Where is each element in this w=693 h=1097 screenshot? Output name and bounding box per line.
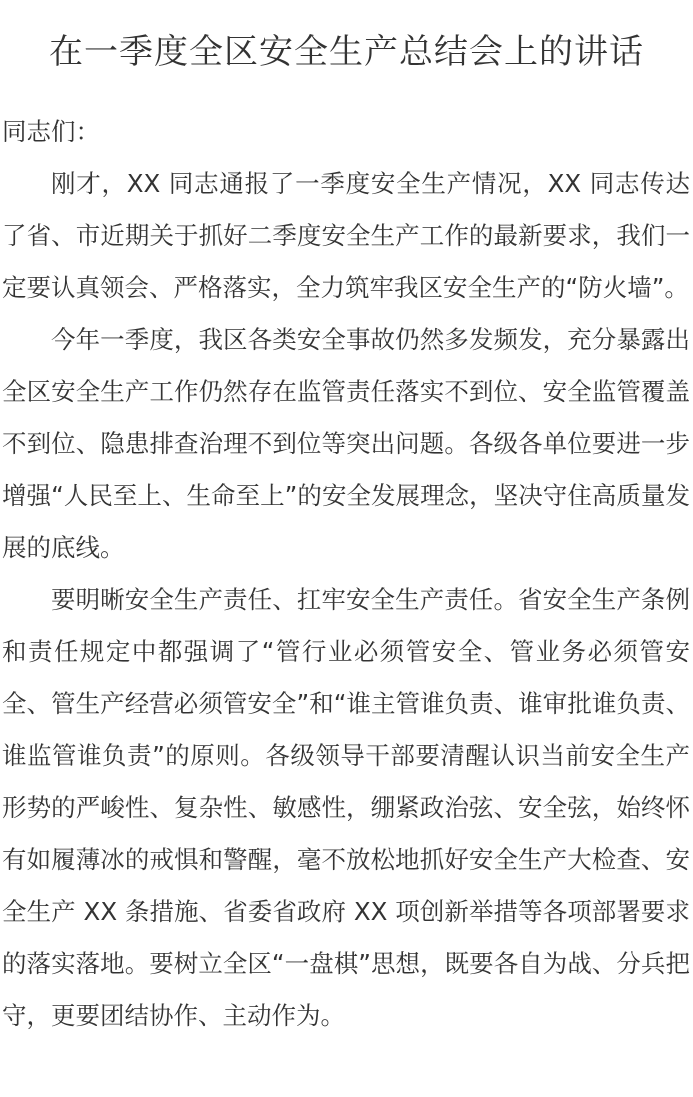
paragraph-3: 要明晰安全生产责任、扛牢安全生产责任。省安全生产条例和责任规定中都强调了“管行业必须管安全、管业务必须管安全、管生产经营必须管安全”和“谁主管谁负责、谁审批谁负责、谁监管谁负责”的原则。各级领导干部要清醒认识当前安全生产形势的严峻性、复杂性、敏感性，绷紧政治弦、安全弦，始终怀有如履薄冰的戒惧和警醒，毫不放松地抓好安全生产大检查、安全生产 XX 条措施、省委省政府 XX 项创新举措等各项部署要求的落实落地。要树立全区“一盘棋”思想，既要各自为战、分兵把守，更要团结协作、主动作为。 xyxy=(2,585,690,1030)
salutation: 同志们： xyxy=(2,117,100,146)
document-title: 在一季度全区安全生产总结会上的讲话 xyxy=(49,32,644,72)
document-body xyxy=(2,106,690,1042)
paragraph-1: 刚才，XX 同志通报了一季度安全生产情况，XX 同志传达了省、市近期关于抓好二季度安全生产工作的最新要求，我们一定要认真领会、严格落实，全力筑牢我区安全生产的“防火墙”。 xyxy=(2,169,690,302)
paragraph-2: 今年一季度，我区各类安全事故仍然多发频发，充分暴露出全区安全生产工作仍然存在监管责任落实不到位、安全监管覆盖不到位、隐患排查治理不到位等突出问题。各级各单位要进一步增强“人民至上、生命至上”的安全发展理念，坚决守住高质量发展的底线。 xyxy=(2,325,690,562)
